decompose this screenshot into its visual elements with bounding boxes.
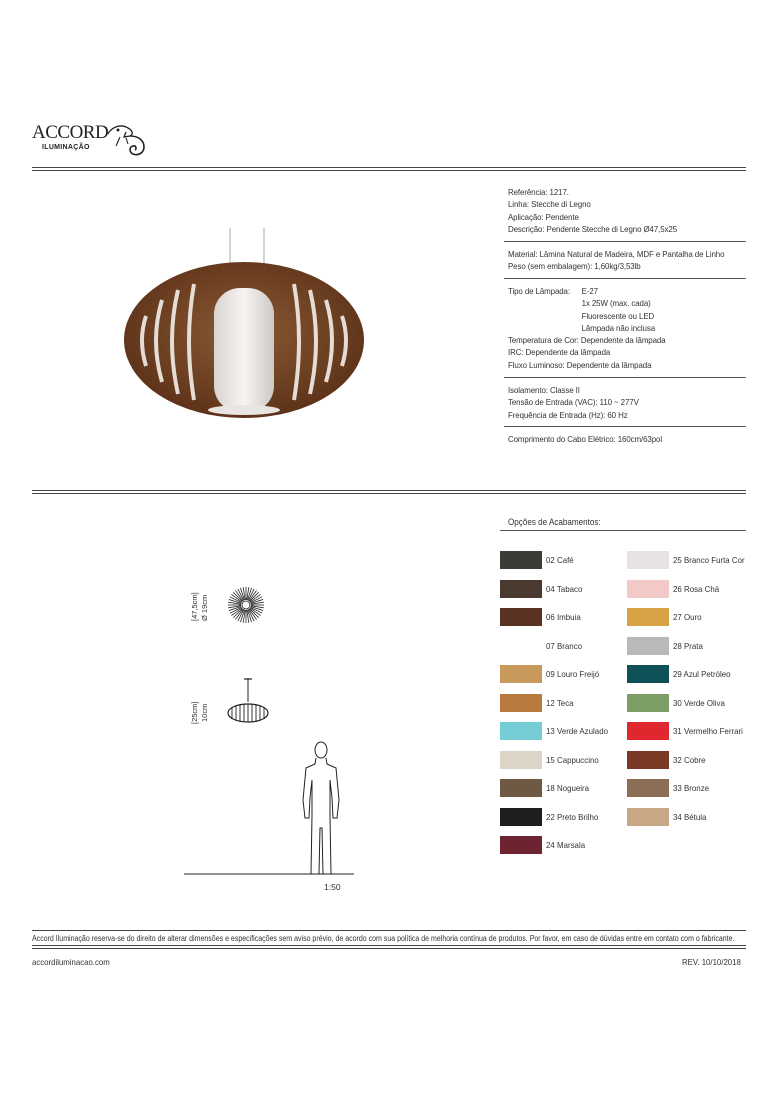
finish-label: 13 Verde Azulado [546, 726, 608, 736]
finish-swatch [627, 551, 669, 569]
footer-rule [32, 945, 746, 949]
finish-label: 02 Café [546, 555, 574, 565]
spec-block-lamp [508, 285, 727, 371]
finish-swatch [500, 836, 542, 854]
finish-swatch [500, 751, 542, 769]
dimension-side-inner-label: 10cm [200, 703, 209, 722]
spec-lamp-socket: E-27 [581, 286, 598, 296]
spec-description: Descrição: Pendente Stecche di Legno Ø47,5x25 [508, 223, 678, 234]
spec-lamp-type: Fluorescente ou LED [581, 310, 655, 321]
finish-swatch [500, 694, 542, 712]
finishes-title-rule [500, 530, 746, 531]
spec-lamp-label: Tipo de Lâmpada: [508, 286, 570, 296]
brand-name: ACCORD [32, 122, 109, 143]
spec-line: Linha: Stecche di Legno [508, 199, 591, 210]
dimension-side-view [190, 678, 280, 728]
footer-disclaimer: Accord Iluminação reserva-se do direito de alterar dimensões e especificações sem aviso prévio, de acordo com sua política de melhoria contínua de produtos. Por favor, em caso de dúvidas entre em contato com o fabricante. [32, 934, 735, 943]
finish-label: 26 Rosa Chá [673, 583, 720, 594]
spec-application: Aplicação: Pendente [508, 211, 579, 222]
finish-label: 29 Azul Petróleo [673, 669, 731, 679]
dimension-diameter-label: [47,5cm] [190, 592, 199, 621]
spec-block-cable [508, 433, 727, 445]
finish-label: 27 Ouro [673, 612, 702, 622]
spec-block-electrical [508, 384, 727, 421]
finish-label: 18 Nogueira [546, 783, 590, 793]
finish-swatch [500, 722, 542, 740]
footer-top-rule [32, 930, 746, 931]
header-rule [32, 167, 746, 171]
finish-swatch [500, 808, 542, 826]
finish-swatch [500, 580, 542, 598]
finish-label: 31 Vermelho Ferrari [673, 726, 743, 736]
finish-label: 06 Imbuia [546, 612, 581, 622]
human-scale-figure [184, 738, 354, 878]
lamp-top-view-icon [226, 585, 266, 625]
spec-cable-length: Comprimento do Cabo Elétrico: 160cm/63pol [508, 434, 662, 444]
finish-label: 09 Louro Freijó [546, 669, 600, 679]
finish-label: 32 Cobre [673, 754, 706, 765]
dimension-height-label: [25cm] [190, 701, 199, 724]
spec-divider [504, 377, 746, 378]
finish-label: 04 Tabaco [546, 583, 583, 594]
spec-divider [504, 278, 746, 279]
finish-label: 07 Branco [546, 640, 583, 651]
spec-lamp-included: Lâmpada não inclusa [581, 322, 656, 333]
finish-swatch [627, 580, 669, 598]
spec-block-identity [508, 186, 727, 235]
pendant-lamp-photo [118, 228, 370, 420]
finish-label: 33 Bronze [673, 783, 710, 793]
spec-color-temp: Temperatura de Cor: Dependente da lâmpada [508, 335, 666, 345]
spec-material: Material: Lâmina Natural de Madeira, MDF e Pantalha de Linho [508, 249, 725, 259]
spec-reference: Referência: 1217. [508, 187, 569, 197]
spec-divider [504, 426, 746, 427]
finish-swatch [500, 608, 542, 626]
brand-logo [32, 120, 147, 160]
finish-label: 24 Marsala [546, 840, 586, 850]
footer-revision: REV. 10/10/2018 [682, 957, 741, 967]
lamp-side-view-icon [226, 678, 270, 726]
finish-label: 28 Prata [673, 640, 703, 651]
finish-swatch [627, 608, 669, 626]
finish-label: 12 Teca [546, 697, 574, 708]
finish-swatch [500, 665, 542, 683]
spec-luminous-flux: Fluxo Luminoso: Dependente da lâmpada [508, 359, 652, 370]
spec-voltage: Tensão de Entrada (VAC): 110 ~ 277V [508, 397, 639, 408]
dimension-top-view [190, 585, 280, 625]
finish-label: 30 Verde Oliva [673, 697, 725, 708]
section-rule [32, 490, 746, 494]
chameleon-icon [106, 120, 148, 158]
spec-frequency: Frequência de Entrada (Hz): 60 Hz [508, 409, 628, 420]
finish-swatch [500, 551, 542, 569]
finish-swatch [627, 751, 669, 769]
finishes-title: Opções de Acabamentos: [508, 517, 601, 527]
finish-swatch [627, 665, 669, 683]
finish-swatch [627, 722, 669, 740]
spec-weight: Peso (sem embalagem): 1,60kg/3,53lb [508, 261, 641, 272]
finish-swatch [500, 637, 542, 655]
finish-label: 34 Bétula [673, 811, 707, 822]
finish-label: 22 Preto Brilho [546, 811, 599, 822]
spec-insulation: Isolamento: Classe II [508, 385, 580, 395]
footer-website: accordiluminacao.com [32, 957, 110, 967]
spec-lamp-power: 1x 25W (max. cada) [581, 298, 651, 309]
brand-subtitle: ILUMINAÇÃO [42, 144, 90, 151]
finish-swatch [627, 637, 669, 655]
spec-divider [504, 241, 746, 242]
dimension-inner-label: Ø 19cm [200, 594, 209, 621]
finish-swatch [627, 808, 669, 826]
finish-swatch [627, 779, 669, 797]
finish-swatch [627, 694, 669, 712]
finish-swatch [500, 779, 542, 797]
finish-label: 15 Cappuccino [546, 754, 599, 765]
spec-block-material [508, 248, 727, 273]
finish-label: 25 Branco Furta Cor [673, 555, 745, 565]
spec-irc: IRC: Dependente da lâmpada [508, 347, 611, 358]
scale-label: 1:50 [324, 882, 341, 892]
